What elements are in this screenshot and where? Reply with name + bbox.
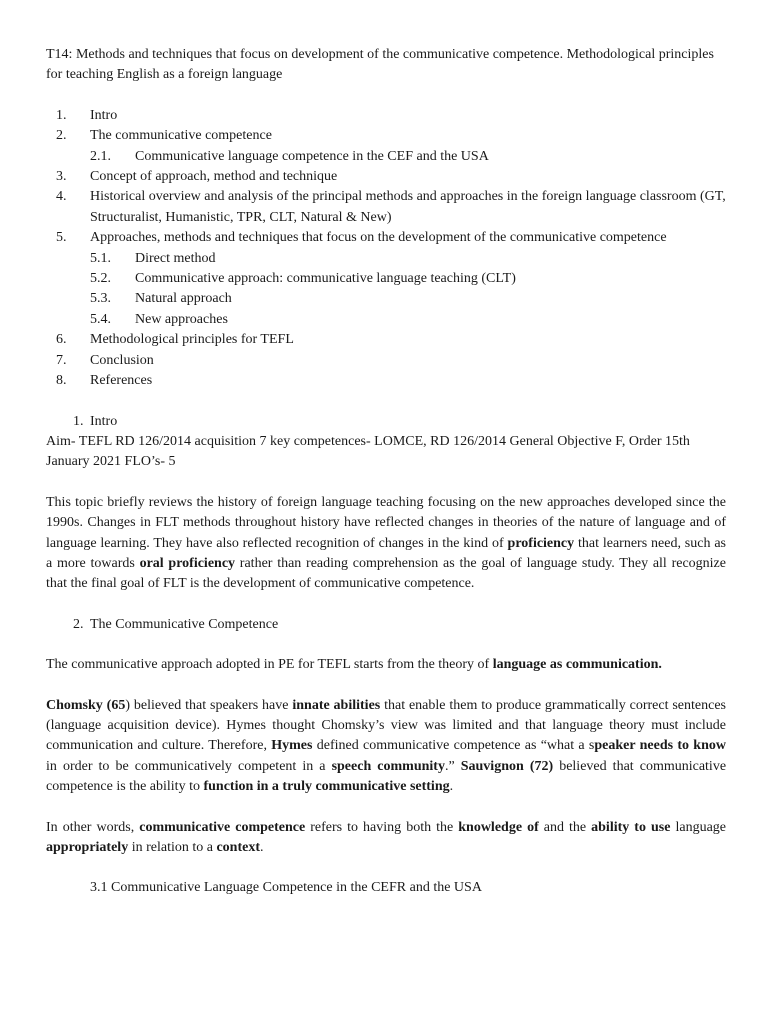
toc-text: Approaches, methods and techniques that focus on the development of the communicative competence — [90, 230, 667, 246]
bold-text: ability to use — [591, 819, 671, 835]
bold-text: proficiency — [507, 535, 575, 551]
toc-subitem — [46, 289, 726, 309]
section-number: 1. — [73, 413, 84, 429]
toc-number: 2.1. — [90, 148, 111, 164]
toc-item — [46, 330, 726, 350]
toc-number: 6. — [56, 332, 67, 348]
toc-item — [46, 126, 726, 146]
document-page — [46, 45, 726, 899]
bold-text: appropriately — [46, 840, 129, 855]
toc-item — [46, 371, 726, 391]
bold-text: innate abilities — [292, 697, 381, 713]
toc-number: 1. — [56, 107, 67, 123]
toc-number: 3. — [56, 169, 67, 185]
toc-number: 7. — [56, 352, 67, 368]
text-run: believed that communicative competence is the ability to — [46, 758, 727, 795]
text-run: that enable them to produce grammatically correct sentences (language acquisition device). Hymes thought Chomsky’s view was limited and that language theory must include communication and culture. Therefore, — [46, 697, 726, 754]
text-run: in order to be communicatively competent in a — [46, 758, 332, 774]
text-run: that learners need, such as a more towards — [46, 535, 726, 571]
bold-text: speech community — [331, 758, 445, 774]
toc-text: Historical overview and analysis of the principal methods and approaches in the foreign language classroom (GT, Structuralist, Humanistic, TPR, CLT, Natural & New) — [90, 189, 726, 225]
document-title: T14: Methods and techniques that focus on development of the communicative competence. Methodological principles for teaching English as a foreign language — [46, 47, 714, 83]
bold-text: knowledge of — [458, 819, 539, 835]
toc-text: Methodological principles for TEFL — [90, 332, 294, 348]
toc-text: Communicative language competence in the CEF and the USA — [135, 148, 489, 164]
toc-text: References — [90, 373, 153, 389]
section-number: 2. — [73, 616, 84, 632]
toc-number: 5.4. — [90, 311, 111, 327]
bold-text: oral proficiency — [139, 555, 236, 571]
bold-text: language as communication. — [492, 657, 662, 673]
text-run: refers to having both the — [305, 819, 459, 835]
bold-text: function in a truly communicative setting — [203, 779, 450, 795]
toc-number: 5.3. — [90, 291, 111, 307]
text-run: In other words, — [46, 819, 140, 835]
text-run: .” — [444, 758, 461, 774]
toc-item — [46, 187, 726, 228]
toc-number: 5.2. — [90, 271, 111, 287]
toc-text: Conclusion — [90, 352, 154, 368]
toc-item — [46, 106, 726, 126]
toc-text: Concept of approach, method and technique — [90, 169, 338, 185]
section-title: The Communicative Competence — [90, 616, 279, 632]
section-title: 3.1 Communicative Language Competence in the CEFR and the USA — [90, 880, 482, 896]
toc-subitem — [46, 269, 726, 289]
intro-paragraph — [46, 493, 726, 595]
text-run: The communicative approach adopted in PE for TEFL starts from the theory of — [46, 657, 493, 673]
toc-text: Direct method — [135, 250, 216, 266]
chomsky-paragraph — [46, 696, 726, 798]
section-title: Intro — [90, 413, 118, 429]
text-run: rather than reading comprehension as the goal of language study. They all recognize that the final goal of FLT is the development of communicative competence. — [46, 555, 726, 592]
toc-item — [46, 167, 726, 187]
text-run: in relation to a — [128, 840, 217, 855]
toc-text: Natural approach — [135, 291, 232, 307]
bold-text: Sauvignon (72) — [460, 758, 554, 774]
table-of-contents — [46, 106, 726, 392]
bold-text: Hymes — [271, 738, 313, 754]
toc-item — [46, 351, 726, 371]
toc-text: New approaches — [135, 311, 228, 327]
text-run: . — [449, 779, 454, 795]
bold-text: peaker needs to know — [594, 738, 726, 754]
approach-paragraph — [46, 655, 726, 675]
toc-number: 5. — [56, 230, 67, 246]
text-run: ) believed that speakers have — [125, 697, 293, 713]
section-heading-cefr — [46, 878, 726, 898]
toc-text: The communicative competence — [90, 128, 272, 144]
bold-text: communicative competence — [139, 819, 306, 835]
toc-subitem — [46, 249, 726, 269]
toc-number: 8. — [56, 373, 67, 389]
toc-subitem — [46, 147, 726, 167]
toc-subitem — [46, 310, 726, 330]
text-run: This topic briefly reviews the history of foreign language teaching focusing on the new approaches developed since the 1990s. Changes in FLT methods throughout history have reflected changes in theories of the nature of language and of language learning. They have also reflected recognition of changes in the kind of — [46, 494, 726, 551]
toc-item — [46, 228, 726, 248]
toc-text: Communicative approach: communicative language teaching (CLT) — [135, 271, 516, 287]
section-heading-intro — [46, 412, 726, 432]
toc-number: 5.1. — [90, 250, 111, 266]
toc-number: 2. — [56, 128, 67, 144]
text-run: defined communicative competence as “what a s — [312, 738, 595, 754]
text-run: language — [670, 819, 726, 835]
text-run: and the — [538, 819, 592, 835]
toc-text: Intro — [90, 107, 118, 123]
summary-paragraph — [46, 818, 726, 859]
section-heading-communicative-competence — [46, 615, 726, 635]
bold-text: Chomsky (65 — [46, 697, 126, 713]
bold-text: context — [216, 840, 261, 855]
aim-paragraph: Aim- TEFL RD 126/2014 acquisition 7 key competences- LOMCE, RD 126/2014 General Objective F, Order 15th January 2021 FLO’s- 5 — [46, 433, 690, 470]
toc-number: 4. — [56, 189, 67, 205]
text-run: . — [260, 840, 264, 855]
